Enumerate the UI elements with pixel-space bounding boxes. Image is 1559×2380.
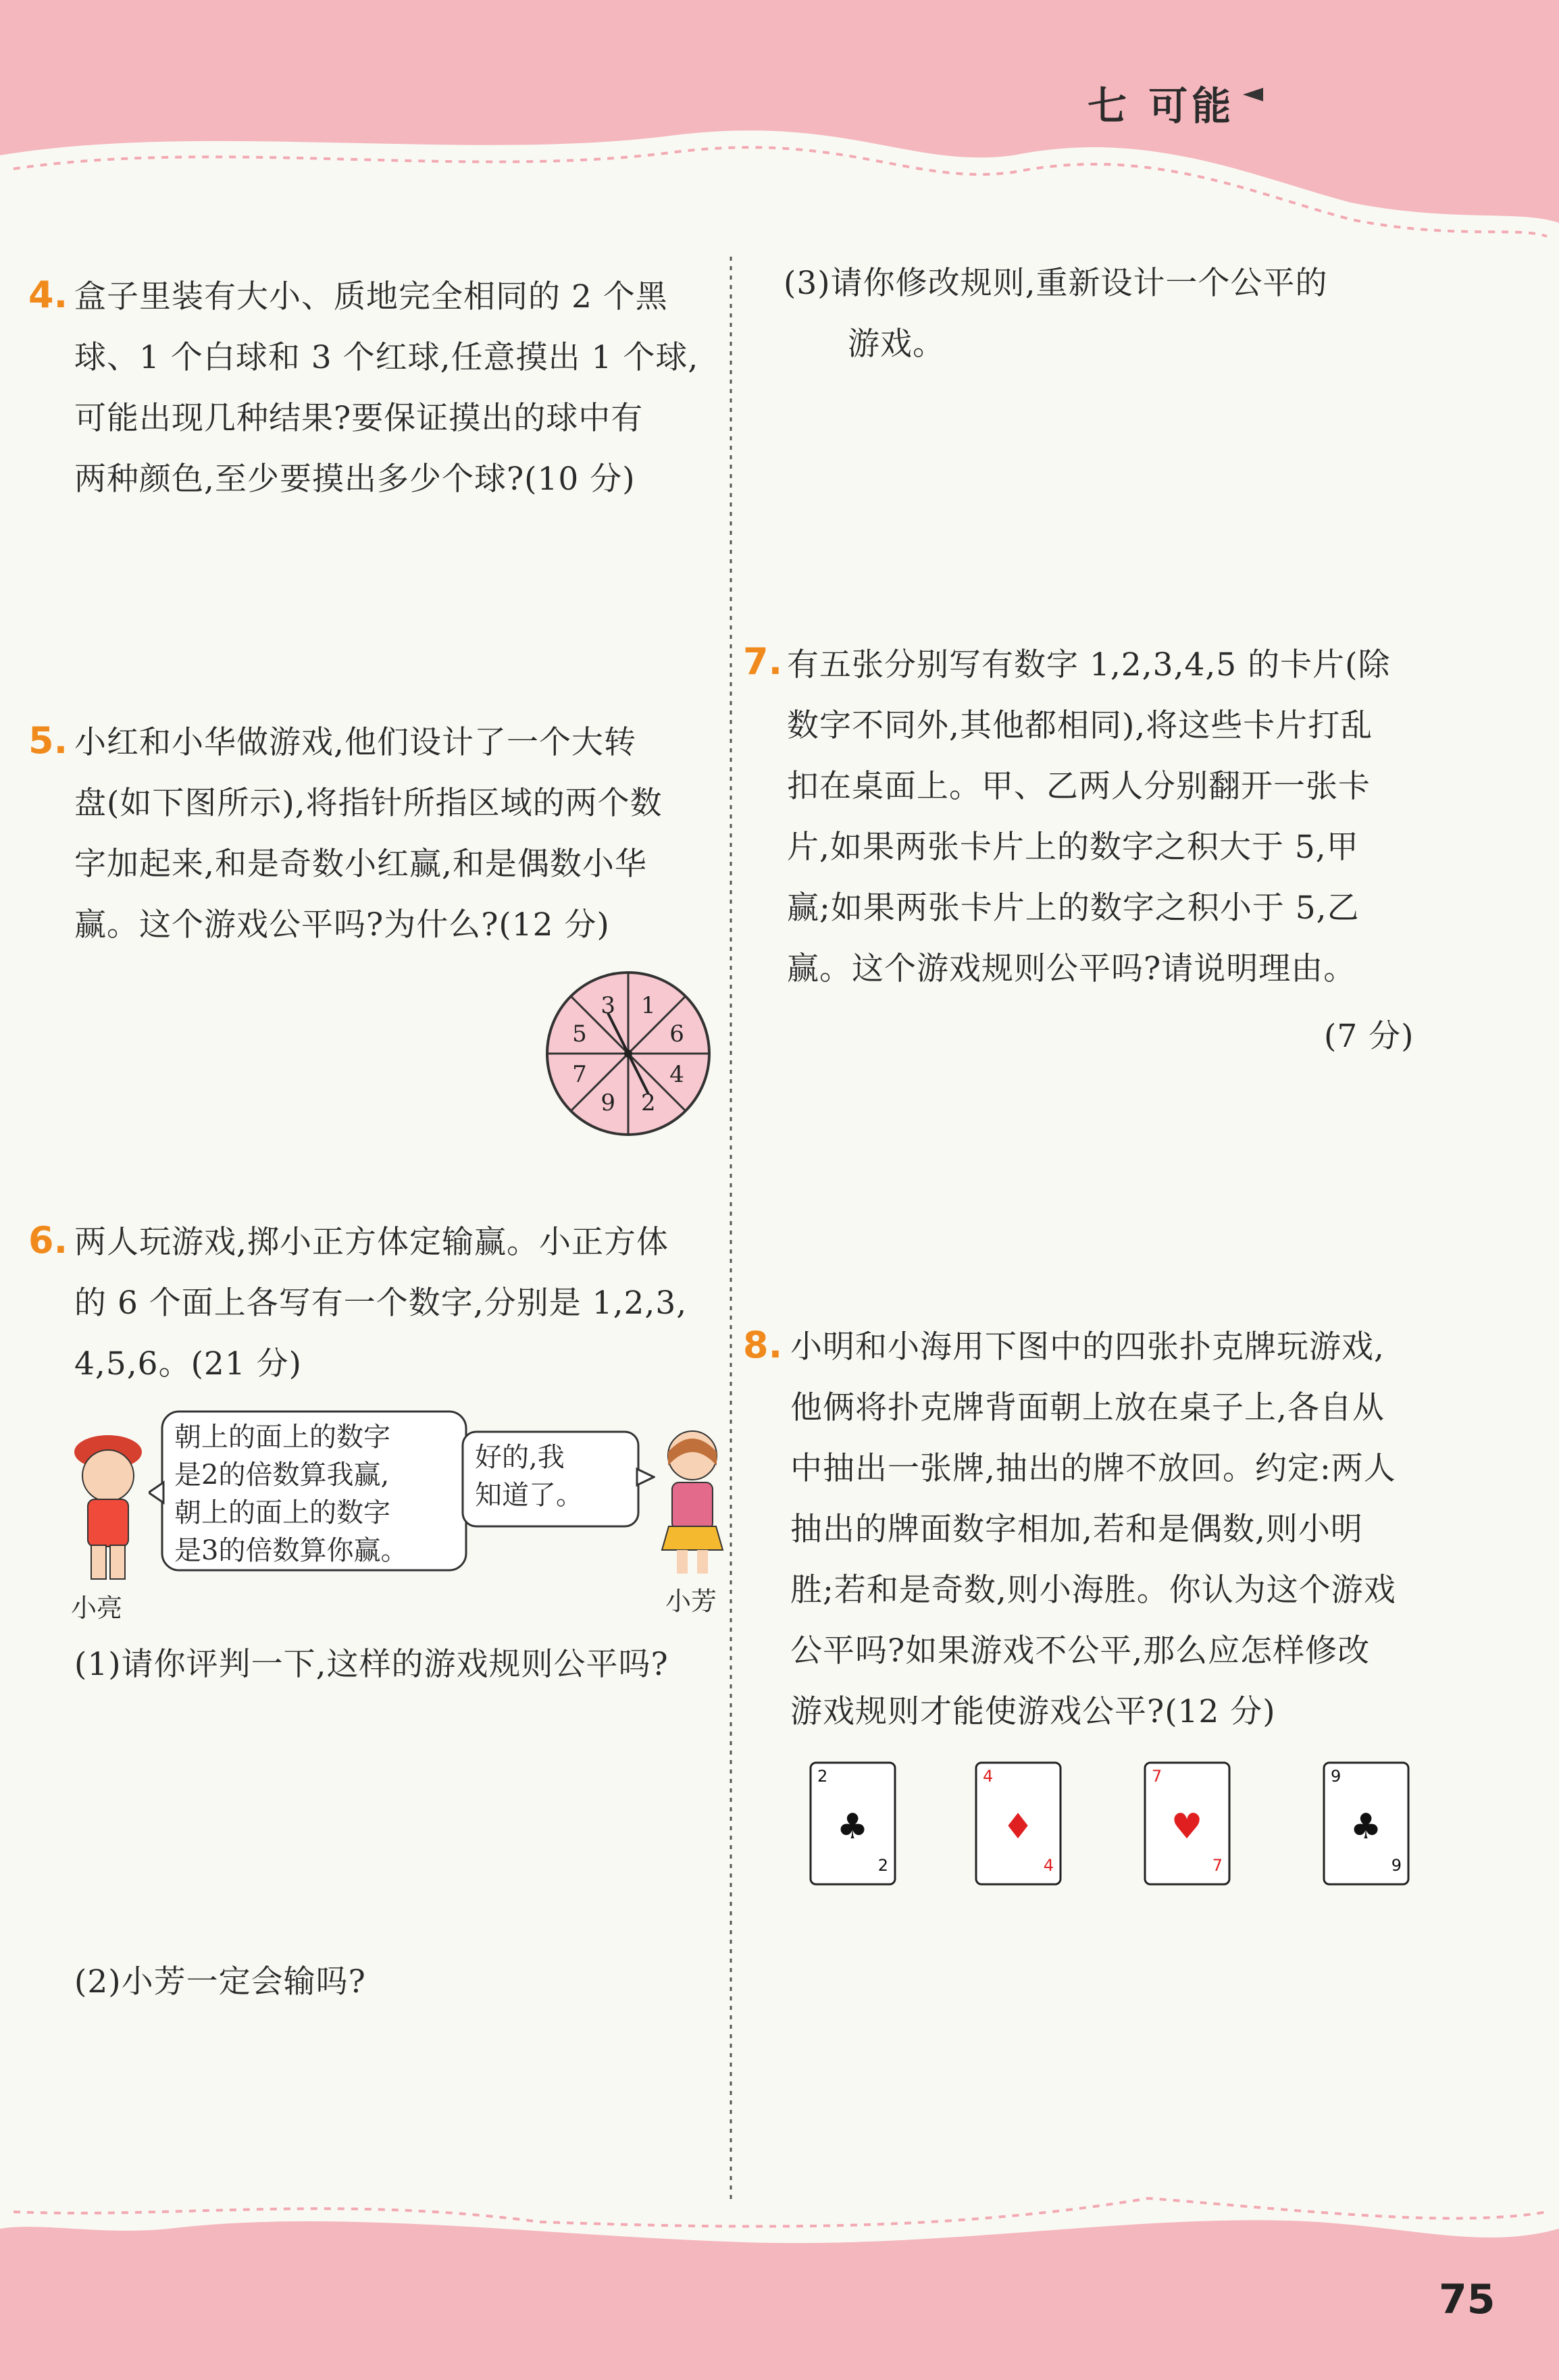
q4-line: 球、1 个白球和 3 个红球,任意摸出 1 个球,: [74, 339, 699, 376]
q7-line: 赢。这个游戏规则公平吗?请说明理由。: [787, 950, 1356, 987]
bubble-right-line: 知道了。: [475, 1480, 583, 1511]
spinner-number: 5: [572, 1020, 587, 1048]
card-rank: 4: [1043, 1856, 1054, 1875]
q6-line: 两人玩游戏,掷小正方体定输赢。小正方体: [74, 1224, 669, 1261]
q8-line: 公平吗?如果游戏不公平,那么应怎样修改: [790, 1632, 1371, 1670]
xiaoliang-figure-icon: [64, 1432, 152, 1594]
question-6-number: 6.: [28, 1219, 68, 1262]
question-5-text: [74, 713, 663, 956]
bubble-left-line: 是2的倍数算我赢,: [174, 1459, 390, 1491]
question-5-number: 5.: [28, 719, 68, 762]
card-rank: 4: [983, 1767, 994, 1786]
spinner-number: 7: [572, 1060, 587, 1088]
playing-card: [1145, 1763, 1229, 1884]
name-xiaoliang: 小亮: [71, 1593, 123, 1623]
card-rank: 9: [1391, 1856, 1402, 1875]
question-7-text: [787, 635, 1391, 1000]
playing-cards: [804, 1759, 1439, 1894]
spinner-number: 2: [640, 1089, 656, 1117]
spinner-wheel: [540, 966, 716, 1141]
page-number: 75: [1439, 2276, 1496, 2323]
q7-line: 数字不同外,其他都相同),将这些卡片打乱: [787, 707, 1373, 744]
bubble-left-line: 朝上的面上的数字: [174, 1422, 390, 1453]
question-8-number: 8.: [743, 1324, 783, 1366]
xiaofang-figure-icon: [655, 1425, 730, 1580]
q6-sub-question-2: (2)小芳一定会输吗?: [74, 1963, 366, 2000]
q7-line: 赢;如果两张卡片上的数字之积小于 5,乙: [787, 889, 1360, 927]
q8-line: 胜;若和是奇数,则小海胜。你认为这个游戏: [790, 1572, 1396, 1609]
playing-card: [976, 1763, 1060, 1884]
q5-line: 盘(如下图所示),将指针所指区域的两个数: [74, 785, 663, 822]
q7-score: (7 分): [1324, 1018, 1414, 1055]
q6-line: 的 6 个面上各写有一个数字,分别是 1,2,3,: [74, 1285, 688, 1322]
q7-line: 扣在桌面上。甲、乙两人分别翻开一张卡: [787, 768, 1371, 805]
q7-line: 片,如果两张卡片上的数字之积大于 5,甲: [787, 829, 1359, 866]
card-suit-icon: ♣: [1350, 1807, 1382, 1847]
q8-line: 游戏规则才能使游戏公平?(12 分): [790, 1693, 1276, 1730]
q4-line: 可能出现几种结果?要保证摸出的球中有: [74, 400, 644, 437]
card-rank: 9: [1331, 1767, 1341, 1786]
q8-line: 小明和小海用下图中的四张扑克牌玩游戏,: [790, 1328, 1385, 1366]
playing-card: [1324, 1763, 1408, 1884]
q7-line: 有五张分别写有数字 1,2,3,4,5 的卡片(除: [787, 646, 1391, 683]
bubble-right-text: [475, 1439, 583, 1514]
q4-line: 盒子里装有大小、质地完全相同的 2 个黑: [74, 278, 668, 315]
q8-line: 他俩将扑克牌背面朝上放在桌子上,各自从: [790, 1389, 1385, 1426]
name-xiaofang: 小芳: [665, 1586, 717, 1616]
spinner-number: 3: [600, 991, 616, 1019]
q6-sub-question-3: [784, 253, 1328, 375]
question-8-text: [790, 1317, 1396, 1742]
q4-line: 两种颜色,至少要摸出多少个球?(10 分): [74, 461, 636, 498]
q5-line: 赢。这个游戏公平吗?为什么?(12 分): [74, 906, 610, 943]
card-rank: 7: [1152, 1767, 1162, 1786]
card-suit-icon: ♦: [1002, 1807, 1034, 1847]
card-rank: 2: [817, 1767, 828, 1786]
playing-card: [811, 1763, 895, 1884]
q8-line: 中抽出一张牌,抽出的牌不放回。约定:两人: [790, 1450, 1396, 1487]
spinner-number: 1: [640, 991, 656, 1019]
q6-sub3-line: 游戏。: [848, 326, 945, 363]
card-rank: 2: [877, 1856, 888, 1875]
card-suit-icon: ♣: [836, 1807, 869, 1847]
question-7-number: 7.: [743, 640, 783, 683]
card-rank: 7: [1212, 1856, 1223, 1875]
question-6-text: [74, 1212, 687, 1395]
card-suit-icon: ♥: [1171, 1807, 1203, 1847]
spinner-number: 6: [669, 1020, 684, 1048]
bubble-left-line: 朝上的面上的数字: [174, 1497, 390, 1528]
q6-sub-question-1: (1)请你评判一下,这样的游戏规则公平吗?: [74, 1646, 669, 1683]
q5-line: 小红和小华做游戏,他们设计了一个大转: [74, 724, 636, 761]
question-4-number: 4.: [28, 274, 68, 316]
spinner-number: 4: [669, 1060, 684, 1088]
q5-line: 字加起来,和是奇数小红赢,和是偶数小华: [74, 846, 647, 883]
q8-line: 抽出的牌面数字相加,若和是偶数,则小明: [790, 1511, 1363, 1548]
bubble-right-line: 好的,我: [475, 1442, 565, 1473]
q6-sub3-line: (3)请你修改规则,重新设计一个公平的: [784, 265, 1328, 302]
bubble-left-text: [174, 1418, 407, 1570]
question-4-text: [74, 267, 698, 510]
chapter-title: 七 可能: [1088, 83, 1235, 129]
q6-line: 4,5,6。(21 分): [74, 1345, 303, 1382]
bubble-left-line: 是3的倍数算你赢。: [174, 1535, 408, 1566]
spinner-number: 9: [600, 1089, 616, 1117]
